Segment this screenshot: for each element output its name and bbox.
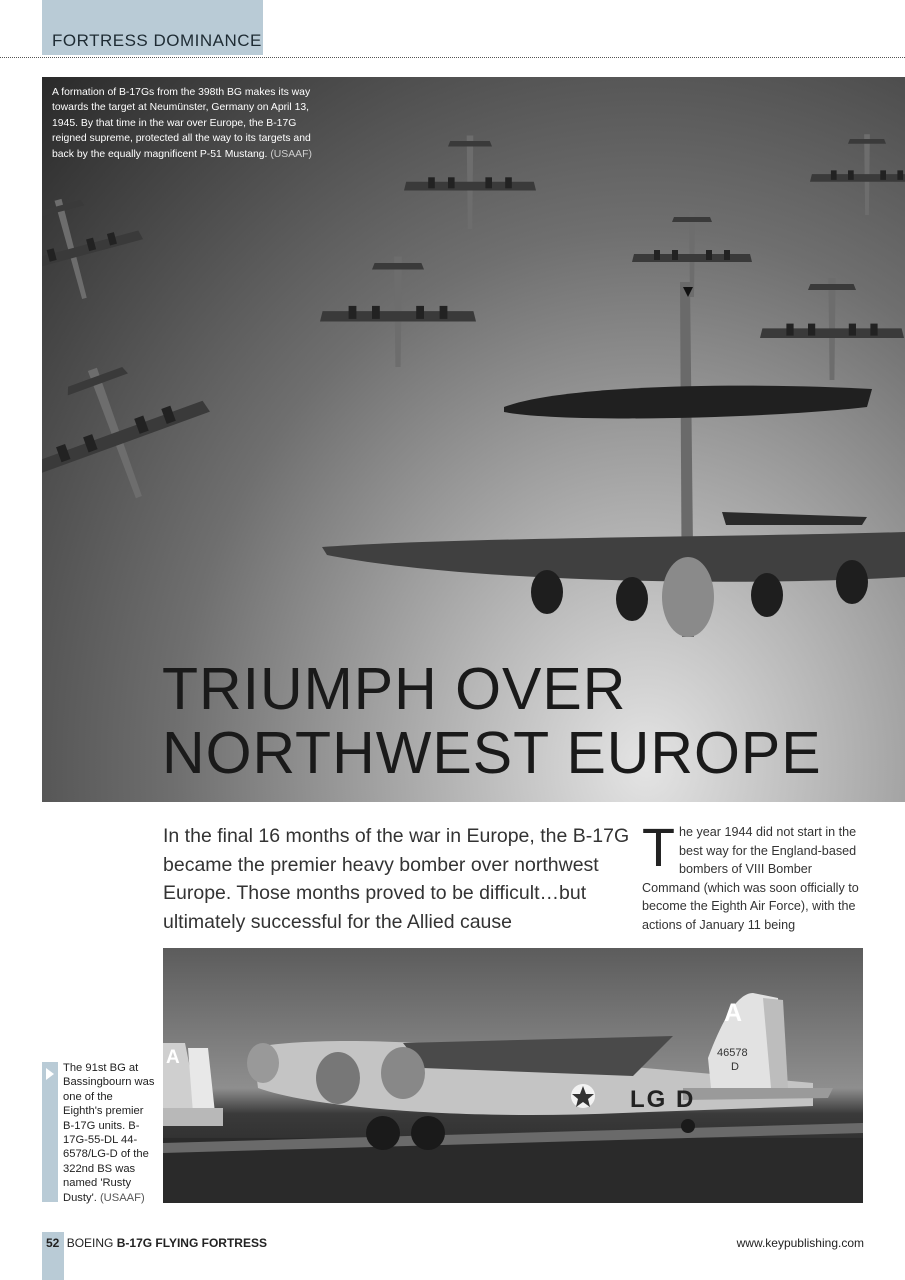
tail-letter: A xyxy=(724,999,743,1027)
footer-publication: B-17G FLYING FORTRESS xyxy=(116,1236,267,1250)
bomber-small-2 xyxy=(320,257,476,368)
article-title xyxy=(162,657,822,785)
standfirst: In the final 16 months of the war in Europe, the B-17G became the premier heavy bomber over northwest Europe. Those months proved to be difficult…but ultimately successful for the Allied cause xyxy=(163,825,630,933)
footer-title xyxy=(46,1236,267,1250)
hero-caption xyxy=(52,85,327,162)
header-divider xyxy=(0,57,905,58)
drop-cap: T xyxy=(642,818,675,878)
page-number: 52 xyxy=(46,1236,60,1250)
hero-caption-text: A formation of B-17Gs from the 398th BG makes its way towards the target at Neumünster, Germany on April 13, 1945. By that time in the war over Europe, the B-17G reigned supreme, protected all the way to its targets and back by the equally magnificent P-51 Mustang. xyxy=(52,87,311,160)
bomber-small-7 xyxy=(42,337,229,530)
footer-url[interactable]: www.keypublishing.com xyxy=(736,1236,864,1250)
section-label: FORTRESS DOMINANCE xyxy=(52,31,262,50)
photo2-caption-text: The 91st BG at Bassingbourn was one of the Eighth's premier B-17G units. B-17G-55-DL 44-6578/LG-D of the 322nd BS was named 'Rusty Dusty'. xyxy=(63,1062,155,1204)
hero-caption-credit: (USAAF) xyxy=(270,148,312,160)
tail-serial: 46578 xyxy=(717,1047,748,1059)
hero-photo xyxy=(42,77,905,802)
parked-b17-image xyxy=(163,948,863,1203)
section-tab xyxy=(42,0,263,55)
bomber-small-6 xyxy=(42,181,154,317)
tail-serial-suffix: D xyxy=(731,1061,739,1073)
title-line-2: NORTHWEST EUROPE xyxy=(162,720,822,786)
left-tail-letter: A xyxy=(166,1047,180,1068)
bomber-small-4 xyxy=(810,134,905,215)
caption-marker-bar xyxy=(42,1062,58,1202)
intro-text: he year 1944 did not start in the best way for the England-based bombers of VIII Bomber Command (which was soon officially to become the Eighth Air Force), with the actions of January 11 being xyxy=(642,825,859,932)
photo2-caption xyxy=(63,1061,155,1205)
footer-brand: BOEING xyxy=(66,1236,114,1250)
fuselage-code: LG D xyxy=(630,1086,696,1113)
title-line-1: TRIUMPH OVER xyxy=(162,656,627,722)
intro-paragraph xyxy=(642,818,860,934)
bomber-small-5 xyxy=(760,278,904,380)
caption-arrow-icon xyxy=(46,1068,54,1080)
bomber-small-1 xyxy=(404,136,536,230)
bomber-small-3 xyxy=(632,212,752,297)
photo2-caption-credit: (USAAF) xyxy=(99,1191,145,1204)
parked-b17-photo xyxy=(163,948,863,1203)
